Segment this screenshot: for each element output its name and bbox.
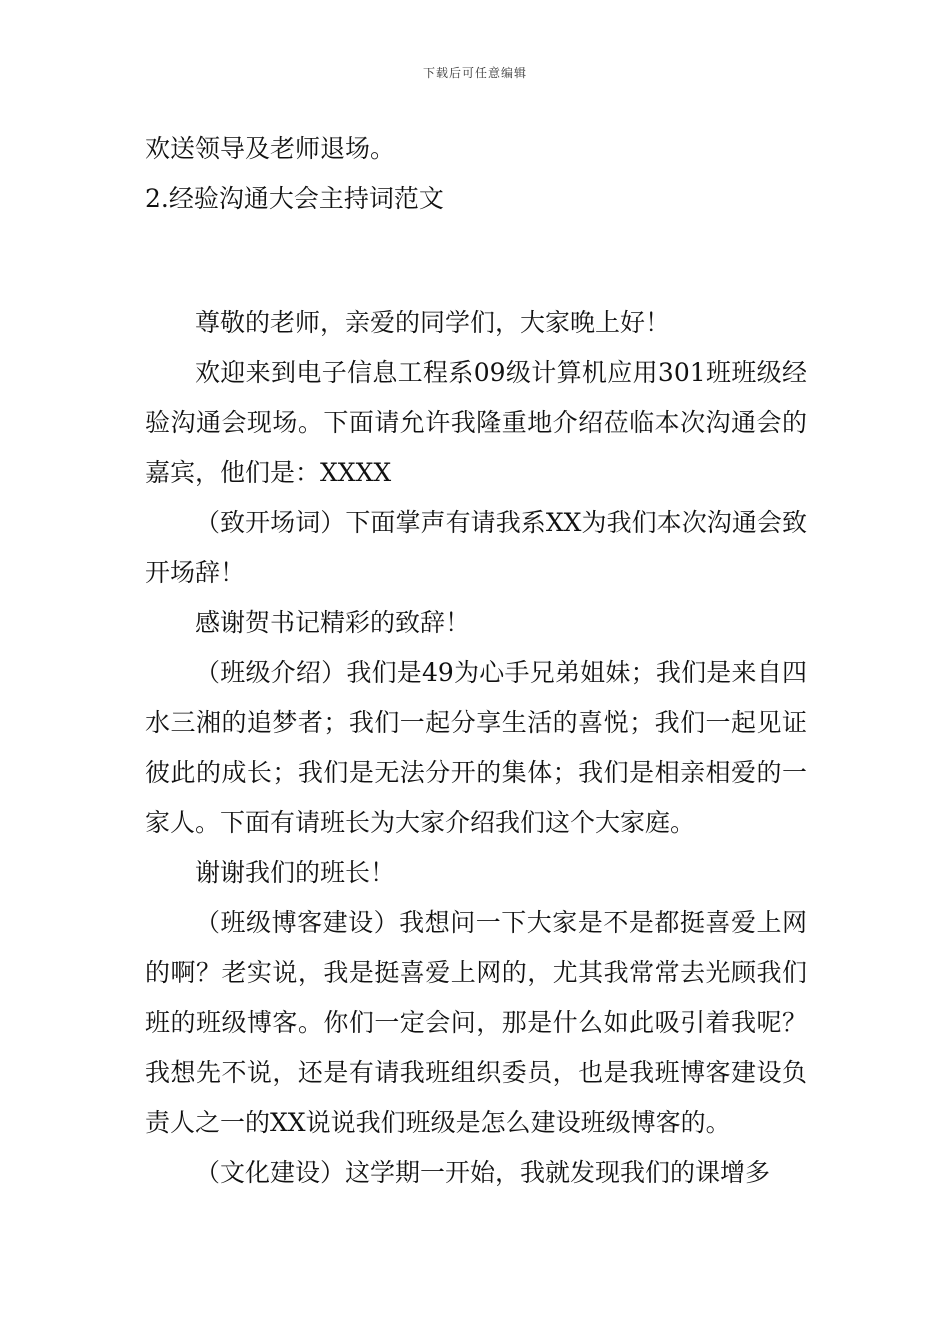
thanks-secretary-paragraph: 感谢贺书记精彩的致辞！: [195, 608, 471, 637]
class-intro-paragraph: （班级介绍）我们是49为心手兄弟姐妹；我们是来自四水三湘的追梦者；我们一起分享生活的喜悦；我们一起见证彼此的成长；我们是无法分开的集体；我们是相亲相爱的一家人。下面有请班长为大家介绍我们这个大家庭。: [145, 658, 807, 837]
page-header: 下载后可任意编辑: [422, 66, 527, 80]
welcome-paragraph: 欢迎来到电子信息工程系09级计算机应用301班班级经验沟通会现场。下面请允许我隆重地介绍莅临本次沟通会的嘉宾，他们是：XXXX: [145, 358, 807, 487]
thanks-monitor-paragraph: 谢谢我们的班长！: [195, 858, 396, 887]
culture-building-paragraph: （文化建设）这学期一开始，我就发现我们的课增多: [195, 1158, 771, 1187]
opening-speech-paragraph: （致开场词）下面掌声有请我系XX为我们本次沟通会致开场辞！: [145, 508, 807, 587]
paragraph-gap: [145, 224, 807, 298]
greeting-paragraph: 尊敬的老师，亲爱的同学们，大家晚上好！: [195, 308, 671, 337]
section-heading: 2.经验沟通大会主持词范文: [145, 184, 444, 213]
document-body: [145, 124, 807, 1198]
class-blog-paragraph: （班级博客建设）我想问一下大家是不是都挺喜爱上网的啊？老实说，我是挺喜爱上网的，尤其我常常去光顾我们班的班级博客。你们一定会问，那是什么如此吸引着我呢？我想先不说，还是有请我班组织委员，也是我班博客建设负责人之一的XX说说我们班级是怎么建设班级博客的。: [145, 908, 807, 1137]
intro-line: 欢送领导及老师退场。: [145, 134, 396, 163]
